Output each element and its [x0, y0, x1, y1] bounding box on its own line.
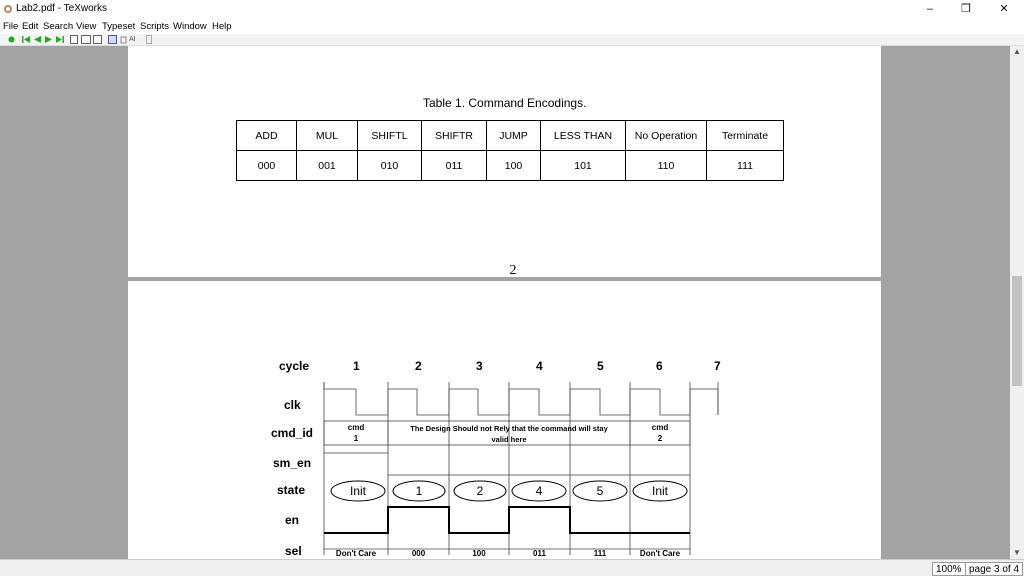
- cmd-id-note: The Design Should not Rely that the command will stay valid here: [410, 424, 608, 444]
- fit-window-icon[interactable]: [93, 35, 102, 44]
- timing-diagram: [128, 281, 881, 559]
- table-row: [237, 151, 784, 181]
- cycle-number: 3: [476, 359, 483, 373]
- vertical-scrollbar[interactable]: [1010, 46, 1024, 559]
- table-header-cell: SHIFTL: [358, 121, 422, 151]
- menu-window[interactable]: Window: [173, 21, 207, 32]
- state-label: 1: [415, 484, 423, 498]
- menu-help[interactable]: Help: [212, 21, 232, 32]
- table-cell: 111: [707, 151, 784, 181]
- close-button[interactable]: ✕: [999, 3, 1009, 15]
- state-label: Init: [349, 484, 366, 498]
- cycle-number: 6: [656, 359, 663, 373]
- hand-icon[interactable]: [120, 35, 127, 44]
- cycle-number: 7: [714, 359, 721, 373]
- page-number: 2: [509, 263, 517, 278]
- prev-page-icon[interactable]: [34, 36, 41, 43]
- table-header-cell: JUMP: [487, 121, 541, 151]
- table-cell: 001: [297, 151, 358, 181]
- cycle-number: 5: [597, 359, 604, 373]
- table-header-cell: MUL: [297, 121, 358, 151]
- menu-scripts[interactable]: Scripts: [140, 21, 170, 32]
- maximize-button[interactable]: ❐: [961, 3, 971, 15]
- encodings-table: [236, 120, 784, 181]
- table-cell: 010: [358, 151, 422, 181]
- page-view-icon[interactable]: [70, 35, 78, 44]
- signal-label-en: en: [285, 513, 300, 527]
- pdf-page-3: [128, 281, 881, 559]
- sel-value: 000: [411, 549, 426, 558]
- table-header-cell: Terminate: [707, 121, 784, 151]
- zoom-level[interactable]: 100%: [932, 562, 966, 576]
- table-header-cell: SHIFTR: [422, 121, 487, 151]
- scroll-up-icon[interactable]: ▲: [1013, 47, 1021, 56]
- sel-value: 011: [533, 549, 546, 558]
- table-header-row: [237, 121, 784, 151]
- pdf-viewport[interactable]: [0, 46, 1010, 559]
- state-label: 2: [476, 484, 484, 498]
- first-page-icon[interactable]: [22, 36, 30, 43]
- scroll-down-icon[interactable]: ▼: [1013, 548, 1021, 557]
- signal-label-cycle: cycle: [279, 359, 310, 373]
- magnify-icon[interactable]: [108, 35, 117, 44]
- table-cell: 110: [626, 151, 707, 181]
- page-indicator: page 3 of 4: [965, 562, 1023, 576]
- menu-file[interactable]: File: [3, 21, 19, 32]
- cycle-number: 1: [353, 359, 360, 373]
- table-header-cell: No Operation: [626, 121, 707, 151]
- signal-label-cmd-id: cmd_id: [271, 426, 314, 440]
- state-label: 4: [535, 484, 543, 498]
- window-title: Lab2.pdf - TeXworks: [16, 3, 107, 14]
- typeset-icon[interactable]: [8, 36, 15, 43]
- cycle-number: 4: [536, 359, 543, 373]
- last-page-icon[interactable]: [56, 36, 64, 43]
- cycle-number: 2: [415, 359, 422, 373]
- table-cell: 101: [541, 151, 626, 181]
- sync-icon[interactable]: [146, 35, 152, 44]
- pdf-page-2: [128, 46, 881, 277]
- scrollbar-thumb[interactable]: [1012, 276, 1022, 386]
- select-icon[interactable]: AI: [129, 36, 136, 43]
- sel-value: Don't Care: [639, 549, 681, 558]
- cmd-id-1: cmd 1: [347, 423, 365, 443]
- state-label: Init: [651, 484, 668, 498]
- menu-search[interactable]: Search: [43, 21, 74, 32]
- cmd-id-2: cmd 2: [651, 423, 669, 443]
- menu-bar: [0, 19, 1024, 34]
- table-cell: 011: [422, 151, 487, 181]
- table-caption: Table 1. Command Encodings.: [423, 96, 587, 110]
- toolbar: [0, 34, 1024, 46]
- texworks-app-icon: [3, 4, 13, 14]
- next-page-icon[interactable]: [45, 36, 52, 43]
- signal-label-sm-en: sm_en: [273, 456, 312, 470]
- state-label: 5: [596, 484, 604, 498]
- table-cell: 000: [237, 151, 297, 181]
- menu-edit[interactable]: Edit: [22, 21, 39, 32]
- table-cell: 100: [487, 151, 541, 181]
- menu-typeset[interactable]: Typeset: [102, 21, 136, 32]
- signal-label-clk: clk: [284, 398, 301, 412]
- sel-value: 111: [593, 549, 607, 558]
- table-header-cell: LESS THAN: [541, 121, 626, 151]
- minimize-button[interactable]: –: [926, 3, 934, 15]
- sel-value: Don't Care: [335, 549, 377, 558]
- sel-value: 100: [472, 549, 486, 558]
- status-bar: [0, 559, 1024, 576]
- signal-label-sel: sel: [285, 544, 302, 558]
- table-header-cell: ADD: [237, 121, 297, 151]
- title-bar: [0, 0, 1024, 19]
- fit-width-icon[interactable]: [81, 35, 91, 44]
- signal-label-state: state: [277, 483, 306, 497]
- menu-view[interactable]: View: [76, 21, 97, 32]
